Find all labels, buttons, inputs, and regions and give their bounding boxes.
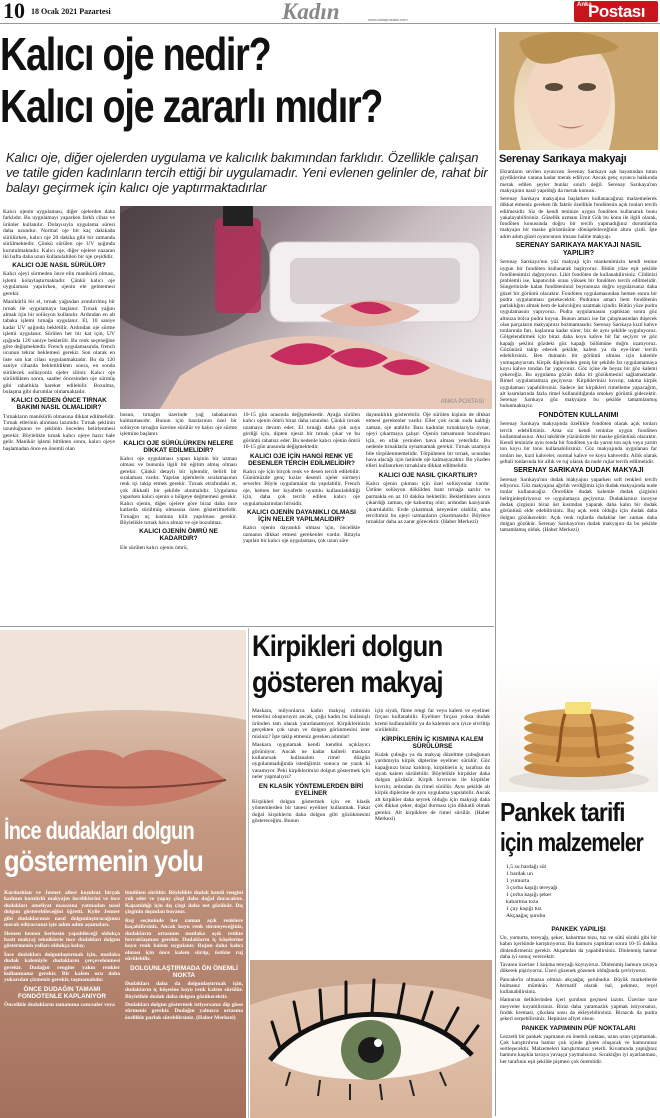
dudak-title-1: İnce dudakları dolgun [4,817,194,845]
kirpik-title-2: gösteren makyaj [252,666,443,699]
nail-photo-illustration [120,206,492,409]
serenay-article: Ekranların sevilen oyuncusu Serenay Sarıkaya aşk hayatından tutun giydiklerine varana kadar merak ediliyor. Ancak genç oyuncu hakkında merak edilen şeyler bunlar sınırlı değil. Serenay Sarıkaya'nın makyajının nasıl yapıldığı da merak konusu. Serenay Sarıkaya makyajına başlarken kullanacağınız malzemelerek dikkat etmeniz gereken ilk faktör özellikle fondötenin açık tonları tercih edilmesidir. Siz de kendi teninize uygun fondöten kullanarak bunu yakalayabilirsiniz. Güzellik uzmanı Ümit Gök bu konu ile ilgili olarak, fondöten konusunda doğru bir tercih yapmadığınız durumlarda makyajın bir maske görüntüsüne dönüşebileceğinin altını çizdi. İşte adım adım güzel oyuncunun imzası haline makyajı. SERENAY SARIKAYA MAKYAJI NASIL YAPILIR? Serenay Sarıkaya'nın yüz makyajı için mankenimizin kendi tenine uygun bir fondöten kullanarak başlıyoruz. Bütün yüze eşit şekilde fondötenimizi dağıtıyoruz. Likit fondöten de kullanabilirsiniz. Cildinizi problemli ise, kapatıcılık oranı yüksek bir fondöten tercih edilmelidir. Süngerinizde kalan fondöteninizi boynunuza doğru uygularsanız daha güzel bir görüntü olacaktır. Fondöten uygulamasından hemen sonra bir pudra uygulanması gerekecektir. Pudranın amacı hem fondötenin parlaklığını almak hem de kalıcılığını uzatmak içindir. Bütün yüze pudra uygulamasını yapıyoruz. Pudra uygulamasını yaptıktan sonra göz altınıza bolca pudra koyun. Bunun amacı ise far çalışmasından düşecek olan parçaların makyajınızı bozmamasıdır. Serenay Sarıkaya kızıl kahve tonlarında farı, kaşlarına kadar sürer, biz de aynı şekilde uyguluyoruz. Gölgelendirmek için biraz daha koyu kahve bir far seçiyor ve göz kapağı şeklini gözdeki göz kapağı bölümüne doğru uzatıyoruz. Gözünüzü takip edecek şekilde, kalem ya da eye-liner tercih edebilirsiniz. Ben dumanlı bir görüntü olması için kalemle yumuşatıyorum. Kirpik diplerinden geniş bir şekilde far uygulamamaya koyu kahve tondan far yapıyoruz. Göz içine de beyaz bir göz kalemi çekeceğiz. Bu uygulama gözün daha iri gözükmesini sağlamaktadır. Rimel uygulamamıza geçiyoruz. Kirpiklerinizi kıvırıp, takma kirpik uygulaması yapabilirsiniz. Sadece üst kirpikleri rimelleme yapacağım, alt kısımlarında fazla rimel kullanıldığında smokey görüntü gidecektir. Serenay Sarıkaya göz makyajını bu şekilde tamamlanmış bulunmaktayız. FONDÖTEN KULLANIMI Serenay Sarıkaya makyajında özellikle fondöten olarak açık tonları tercih edebilirsiniz. Ama siz kendi teninize uygun fondöten kullanmalısınız. Aksi takdirde yüzünüzde bir maske görüntüsü olacaktır. Kendi teninizle aynı tonda bir fondöten ya da yarım ton açık veya yarım ton koyu bir tonu kullanabilirsiniz. Göz makyajında uygulanan far tonları ise, kızıl kahveler, normal kahve ve koyu kahverdir. Allık olarak şeftali tonlarında bir allık ve ruj olarak da nude rujlar tercih edilmelidir. SERENAY SARIKAYA DUDAK MAKYAJI Serenay Sarıkaya'nın dudak makyajını yaparken soft renkleri tercih ediyoruz. Göz makyajına ağırlık verdiğimiz için dudak makyajında nude tonlar kullanacağız. Öncelikle dudak kalemle dudak çizgisini belirginleştiriyoruz ve uygulamaya geçiyoruz. Dudaklarınız inceyse dudak çizgisini biraz üst kısımdan yaparak daha kalın bir dudak görüntüsü elde edebilirsiniz. Ruj açık renk olduğu için dudak daha dolgun gözükecektir. Açık renk rujlarda dudaklar her zaman daha dolgun gözükür. Serenay Sarıkaya'nın dudak makyajını da bu şekilde tamamlamış olduk. (Haber Merkezi) [500,169,657,534]
eye-makeup-photo [250,960,492,1118]
list-item: kabartma tozu [506,898,539,905]
main-article-col4: dayanıklılık gösterebilir. Oje sürülen kişinin de dikkat etmesi gerekenler vardır. Eller çok sıcak suda kaldığı zaman, oje atabilir. Bazı kadınlar tırnaklarıyla oynar, ojeyi çıkarmaya çalışır. Ojenin tamamının bozulması için, en ufak yerinden hava alması yeterlidir. Bu nedenle tırnaklarla oynamamak gerekir. Tırnak uzamıya bile törpülenmemelidir. Törpülenen bir tırnak, ucundan hava alacağı için üstünde oje kalmayacaktır. Bu yüzden elleri kullanırken tırnaklara dikkat edilmelidir. KALICI OJE NASIL ÇIKARTILIR? Kalıcı ojenin çıkması için özel solüsyonlar vardır. Üstüne solüsyon dökülden bant tırnağa sarılır ve parmakla en az 10 dakika bekletilir. Beklettikten sonra çıkardığı zaman, oje kabarmış olur; ardından kazıyarak çıkartılabilir. Evde çıkartmak isteyenler olabilir, ama tercihimiz bu ojeyi uzmanların çıkartmasıdır. Böylece tırnaklar daha az zarar görecektir. (Haber Merkezi) [366,412,490,526]
page-header [0,0,660,24]
main-article-col3: 10-15 gün arasında değişmektedir. Ayağa sürülen kalıcı ojenin ömrü biraz daha uzundur. Çünkü tırnak uzamaya devam eder. El tırnağı daha çok suya girdiği için, dipten ojesiz bir tırnak çıkar ve bu görüntü rahatsız eder. Bu nedenle kalıcı ojenin ömrü 10-15 gün arasında değişmektedir. KALICI OJE İÇİN HANGİ RENK VE DESENLER TERCİH EDİLMELİDİR? Kalıcı oje için birçok renk ve desen tercih edilebilir. Günümüzde genç kızlar desenli ojeler sürmeyi severler. Böyle uygulamalar da yapılabilir. French oje, hemen her kıyafetle uyumlu kullanılabildiği için, daha çok tercih edilen kalıcı oje uygulamalarından birisidir. KALICI OJENİN DAYANIKLI OLMASI İÇİN NELER YAPILMALIDIR? Kalıcı ojenin dayanıklı olması için, öncelikle uzmanın dikkat etmesi gerekenler vardır. Ritayla yapılan bir kalıcı oje uygulaması, çok uzun süre [243,412,360,545]
list-item: 1 bardak un [506,870,533,877]
dudak-col1: Kardashian ve Jenner ailesi koşulsuz birçok kadının kontürlü makyajın inceliklerini ve ince dudakları ameliyat masasına yatmadan nasıl dolgun gösterebileceğini öğretti. Kylie Jenner gibi dudaklarınızı nasıl dolgunlaştıracağınızı merak ediyorsanız işte adım adım aşamaları. Hemen hemen herkesin yapabileceği oldukça basit makyaj tekniklerle ince dudakları dolgun göstermenin yolları oldukça kolay. İnce dudakları dolgunlaştırmak için, mutlaka dudak kalemiyle dudakların çerçevelenmesi gerekir. Dudağın rengine yakın renkler kullanmanız gerekir. Bir kalem ucu daha yukarıdan çizmeniz gerekir, taşmamalıdır. ÖNCE DUDAĞIN TAMAMI FONDÖTENLE KAPLANIYOR Öncelikle dudakların tamamına concealer veya [4,890,120,1008]
list-item: 3 çorba kaşığı tereyağı [506,884,558,891]
eye-illustration [250,960,492,1118]
lips-illustration [0,630,246,830]
main-headline-1: Kalıcı oje nedir? [0,28,271,80]
section-title: Kadın [282,0,340,24]
pancake-photo [499,662,658,792]
dudak-feature-box [0,630,246,1118]
serenay-title: Serenay Sarıkaya makyajı [499,153,627,165]
list-item: 1,5 su bardağı süt [506,864,547,870]
page-number: 10 [3,0,25,23]
list-item: Akçaağaç şurubu [506,912,546,919]
woman-portrait-illustration [499,32,658,150]
ingredient-list [506,864,656,920]
issue-date: 18 Ocak 2021 Pazartesi [31,7,111,16]
list-item: 1 yumurta [506,877,530,884]
column-divider [495,28,496,1116]
brand-logo: Anka Postası [574,1,658,22]
main-headline-2: Kalıcı oje zararlı mıdır? [0,80,383,132]
pankek-article: PANKEK YAPILIŞI Un, yumurta, tereyağı, şeker, kabartma tozu, tuz ve sütü sürahi gibi bir kabın içerisinde karıştırıyoruz. Bu hamuru yaptıktan sonra 10-15 dakika dinlendirmeniz gerekir. Akşamdan da yapabilirsiniz. Dinlenmiş hamur daha iyi sonuç verecektir. Tavanın üzerine 1 kokma tereyağı koyuyoruz. Dinlenmiş hamuru tavaya dökerek pişiriyoruz. Üzeri gözenek gözenek olduğunda çeviriyoruz. Pancake'in olmazsa olmazı akçaağaç şurubudur. Büyük marketlerde bulmanız mümkün. Alternatif olarak bal, pekmez, reçel kullanabilirsiniz. Hamurun deliklerinden içeri şurubun geçmesi lazım. Üzerine taze meyveler koyabilirsiniz. Biraz daha yaramazlık yapmak istiyorsanız, fındık kremasi, çikolata sosu da ekleyebilirsiniz. Birazcık da pudra şekeri serpebilirsiniz. Hepinize afiyet olsun. PANKEK YAPIMININ PÜF NOKTALARI Lezzetli bir pankek yapmanın en önemli noktası, uzun uzun çırpmamak. Çok karıştırılırsa hamur çok içinde gluten oluşacak ve hamurunuz sertleşecektir. Malzemeleri karıştırmanız yeterli. Kıvamında yaptığınız hamuru kaşıkla tavaya yavaşça yaymalısınız. Sıcaklığın iyi ayarlanması, her tarafının eşit şekilde pişmesi çok önemlidir. [500,926,657,1065]
list-item: 1 çorba kaşığı şeker [506,891,552,898]
pancake-illustration [499,662,658,792]
kirpik-col2: için siyah, füme rengi far veya kalem ve eyeliner fırçası kullanabilir. Eyeliner fırçası yoksa dudak kremi kullanılabilir ya da kalemin ucu iyice sivriltip sürülebilir. KİRPİKLERİN İÇ KISMINA KALEM SÜRÜLÜRSE Kulak çubuğu ya da makyaj düzeltme çubuğunun yardımıyla kirpik diplerine eyeliner sürülür. Göz kapağınızı biraz kaldırıp, kirpiklerin iç tarafına da siyah kalem sürülebilir. Böylelikle kirpikler daha dolgun gözükür. Kirpik kıvırıcısı ile kirpikler kıvrılır, ardından da rimel sürülür. Aynı şekilde alt kirpik diplerine de aynı uygulama yapılabilir. Ancak alt kirpikler daha seyrek olduğu için makyajı daha çok dikkat çeker, doğal durması için dikkatli olmak gerekir. Alt kirpiklere de rimel sürülür. (Haber Merkezi) [375,708,490,822]
kirpik-col1: Maskara, milyonlarca kadın makyaj rutininin temelini oluşturuyor ancak, çoğu kadın bu kullanışlı üründen tam olarak yararlanamıyor. Kirpiklerinizin gerçekten çok uzun ve dolgun görünmesini ister misiniz? İşte takip etmeniz gereken adımlar! Maskara uygulamak kendi kendini açıklayıcı görünüyor. Ancak ne kadar kaliteli maskara kullanırsak kullanalım rimel düzgün uygulanmadığında istediğimiz sonuca ne yazık ki varamıyor. Peki kirpiklerimizi dolgun göstermek için neler yapmalıyız? EN KLASİK YÖNTEMLERDEN BİRİ EYELİNER Kirpikleri dolgun göstermek için en klasik yöntemlerden bir tanesi eyeliner kullanmak. Fakat doğal kirpiklerin daha dolgun gibi gözükmesini göstereceğim. Bunun [252,708,370,824]
pankek-title-2: için malzemeler [500,827,643,857]
dudak-col2: fondöten sürülür. Böylelikle dudak kendi rengini yok eder ve yapay çizgi daha doğal duracaktır. Kapatıldığı için dış çizgi daha net gözükür. Dış çizginin dışından boyanır. Ruj seçiminde her zaman açık renklere kaçabilirsiniz. Ancak koyu renk sürmeyeceğiniz, dudakların ortasının mutlaka açık renkte berraklaşması gerekir. Dudakların iç köşelerine koyu renk kalem uygulanır. Rujun daha kalıcı olması için önce kalem sürüp, üstüne ruj sürülebilir. DOLGUNLAŞTIRMADA ÖN ÖNEMLİ NOKTA Dudakları daha da dolgunlaştırmak için, dudakların iç köşesine koyu renk kalem sürülür. Böylelikle dudak daha dolgun gözükecektir. Dudakları dolgun göstermek istiyorsanız dip gloss sürmeniz gerekir. Dudağın yalnızca ortasına özellikle parlak sürebilirsiniz. (Haber Merkezi) [125,890,243,1021]
main-article-col1: Kalıcı ojenin uygulaması, diğer ojelerden daha farklıdır. Bu uygulamayı yaparken farklı cihaz ve ürünler kullanılır. Dolayısıyla uygulama süresi daha uzundur. Normal oje bir kaç dakikada sürülürken, kalıcı oje 20 dakika gibi bir zamanda sürülmektedir. Çünkü sürülen oje UV ışığında kurutulmaktadır. Kalıcı oje, diğer ojelere nazaran iki hafta daha uzun kullanılabilen bir oje çeşididir. KALICI OJE NASIL SÜRÜLÜR? Kalıcı ojeyi sürmeden önce elin manikürü olması, işlemi kolaylaştırmaktadır. Çünkü kalıcı oje uygulaması yapılırken, ojenin ele gelmemesi gerekir. Manikürlü bir el, tırnak yağından arındırılmış bir tırnak ile uygulamaya başlanır. Tırnak yağını almak için bir solüsyon kullanılır. Ardından en alt tabaka işlemi tırnağa uygulanır. El, 10 saniye kadar UV ışığında bekletilir. Ardından oje sürme işlemi uygulanır. Sürülen her bir kat için, UV ışığında 120 saniye bekletilir. Bu renk seçeneğine göre değişmektedir. French uygulamasında, french ucunun tekrar beklemesi gerekir. Son olarak en üste son kat cilası uygulanmaktadır. Bu da 120 saniye cihazda bekletildikten sonra, en sonda sürülecek solüsyonla ojeler silinir. Kalıcı oje sürüldükten sonra, saatler öncesinden oje sürmüş gibi rahatlıkla hareket edilebilir. Bozulma, bulaşma gibi durumlar olmamaktadır. KALICI OJEDEN ÖNCE TIRNAK BAKIMI NASIL OLMALIDIR? Tırnakların manikürlü olmasına dikkat edilmelidir. Tırnak etlerinin alınması lazımdır. Tırnak şeklinin uzunluğunun ve şeklinin önceden belirlenmesi gerekir. Böylelikle tırnak kalıcı ojeye hazır hale gelir. Manikür işlemi bittikten sonra, kalıcı ojeye başlamadan önce en önemli olan [3,209,115,452]
nail-polish-photo [120,206,492,409]
list-item: 1 çay kaşığı tuz [506,905,542,912]
serenay-photo [499,32,658,150]
section-divider [248,628,249,1118]
website: www.ankapostasi.com [368,17,408,22]
pankek-title-1: Pankek tarifi [500,797,625,827]
main-article-col2: busun, tırnağın üzerinde yağ tabakasının kalmamasıdır. Bunun için bazılarının özel bir solüsyon tırnağın üzerine sürülür ve kalıcı oje sürme işlemine başlanır. KALICI OJE SÜRÜLÜRKEN NELERE DİKKAT EDİLMELİDİR? Kalıcı oje uygulaması yapan kişinin bir uzman olması ve bununla ilgili bir eğitim almış olması gerekir. Çünkü detaylı bir işlemdir, belirli bir sıralaması vardır. Yapılan işlemlerin sıralamasının renk içi takip etmek gerekir. Tırnak etrafındaki et, çok dikkatli bir şekilde alınmalıdır. Uygulama yaparken kalıcı ojenin o bölgeye değmemesi gerekir. Kalıcı ojenin, diğer ojelere göre biraz daha ince katlarda sürülmüş olmasına özen gösterilmelidir. Tırnağın uç kısmına kilit yapılması gerekir. Böylelikle tırnak hava almaz ve oje bozulmaz. KALICI OJENİN ÖMRÜ NE KADARDIR? Ele sürülen kalıcı ojenin ömrü, [120,412,237,551]
kirpik-title-1: Kirpikleri dolgun [252,630,443,663]
section-divider [0,626,494,627]
photo-watermark: ANKA POSTASI [440,399,484,405]
dudak-title-2: göstermenin yolu [4,845,203,878]
main-deck: Kalıcı oje, diğer ojelerden uygulama ve kalıcılık bakımından farklıdır. Özellikle çalışan ve tatile giden kadınların tercih ettiği bir uygulamadır. Yeni evlenen gelinler de, rahat bir balayı geçirmek için kalıcı oje yaptırmaktadırlar [6,150,488,195]
